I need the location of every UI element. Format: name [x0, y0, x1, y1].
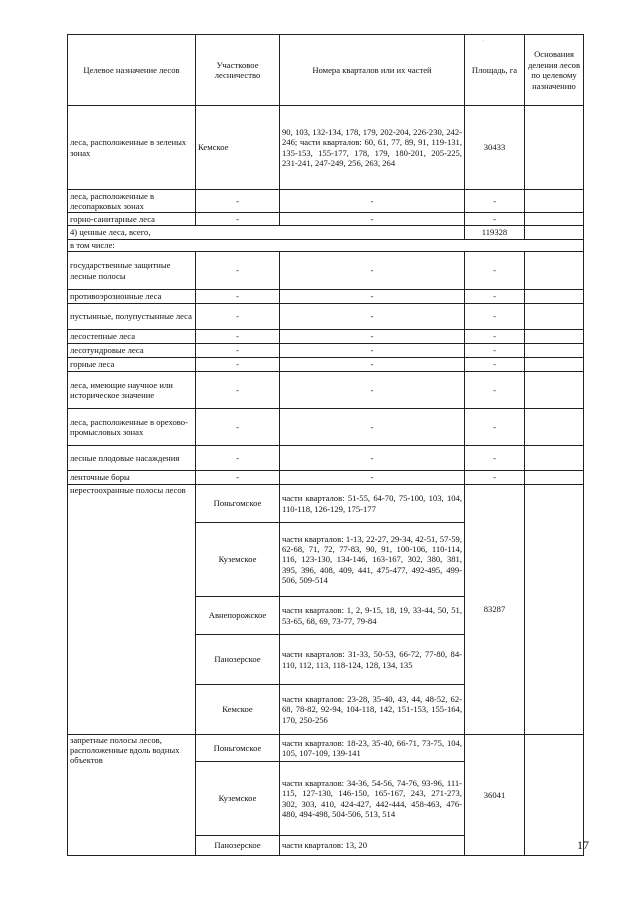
quarters-cell: части кварталов: 51-55, 64-70, 75-100, 103, 104, 110-118, 126-129, 175-177: [280, 485, 465, 523]
purpose-cell: запретные полосы лесов, расположенные вдоль водных объектов: [68, 735, 196, 856]
header-purpose: Целевое назначение лесов: [68, 35, 196, 106]
area-cell: 83287: [465, 485, 525, 735]
forestry-cell: -: [196, 190, 280, 213]
area-cell: -: [465, 471, 525, 485]
quarters-cell: 90, 103, 132-134, 178, 179, 202-204, 226-230, 242-246; части кварталов: 60, 61, 77, 89, 91, 119-131, 135-153, 155-177, 178, 179, 180-201, 205-225, 231-241, 247-249, 256, 263, 264: [280, 106, 465, 190]
area-cell: -: [465, 213, 525, 226]
area-cell: -: [465, 372, 525, 409]
quarters-cell: -: [280, 330, 465, 344]
area-cell: -: [465, 252, 525, 290]
table-row: [68, 372, 584, 409]
basis-cell: [525, 372, 584, 409]
forestry-cell: -: [196, 330, 280, 344]
purpose-cell: лесные плодовые насаждения: [68, 446, 196, 471]
basis-cell: [525, 735, 584, 856]
page-number: 17: [577, 838, 589, 852]
purpose-cell: государственные защитные лесные полосы: [68, 252, 196, 290]
area-cell: -: [465, 358, 525, 372]
basis-cell: [525, 106, 584, 190]
quarters-cell: части кварталов: 1-13, 22-27, 29-34, 42-51, 57-59, 62-68, 71, 72, 77-83, 90, 91, 100-106, 110-114, 116, 123-130, 134-146, 163-167, 302, 380, 381, 395, 396, 408, 409, 441, 475-477, 492-495, 499-506, 509-514: [280, 523, 465, 597]
quarters-cell: -: [280, 358, 465, 372]
forestry-cell: -: [196, 358, 280, 372]
forestry-cell: -: [196, 409, 280, 446]
forestry-cell: Кемское: [196, 106, 280, 190]
forestry-cell: -: [196, 344, 280, 358]
basis-cell: [525, 213, 584, 226]
forestry-cell: Куземское: [196, 762, 280, 836]
basis-cell: [525, 304, 584, 330]
quarters-cell: части кварталов: 23-28, 35-40, 43, 44, 48-52, 62-68, 78-82, 92-94, 104-118, 142, 151-153, 155-164, 170, 250-256: [280, 685, 465, 735]
area-cell: -: [465, 290, 525, 304]
forestry-cell: Поньгомское: [196, 735, 280, 762]
basis-cell: [525, 344, 584, 358]
basis-cell: [525, 485, 584, 735]
forestry-cell: Авнепорожское: [196, 597, 280, 635]
purpose-cell: горные леса: [68, 358, 196, 372]
forestry-cell: Куземское: [196, 523, 280, 597]
table-row: [68, 252, 584, 290]
forestry-cell: -: [196, 304, 280, 330]
forest-purpose-table: [67, 34, 584, 856]
quarters-cell: части кварталов: 31-33, 50-53, 66-72, 77-80, 84-110, 112, 113, 118-124, 128, 134, 135: [280, 635, 465, 685]
header-area: Площадь, га: [465, 35, 525, 106]
purpose-cell: 4) ценные леса, всего,: [68, 226, 465, 240]
quarters-cell: -: [280, 213, 465, 226]
including-cell: в том числе:: [68, 240, 584, 252]
table-row: [68, 485, 584, 523]
purpose-cell: ленточные боры: [68, 471, 196, 485]
forestry-cell: Панозерское: [196, 836, 280, 856]
forestry-cell: -: [196, 471, 280, 485]
basis-cell: [525, 252, 584, 290]
header-quarters: Номера кварталов или их частей: [280, 35, 465, 106]
basis-cell: [525, 290, 584, 304]
forestry-cell: -: [196, 213, 280, 226]
quarters-cell: -: [280, 446, 465, 471]
purpose-cell: леса, расположенные в зеленых зонах: [68, 106, 196, 190]
area-cell: -: [465, 409, 525, 446]
quarters-cell: -: [280, 344, 465, 358]
table-row: [68, 446, 584, 471]
quarters-cell: -: [280, 252, 465, 290]
basis-cell: [525, 358, 584, 372]
table-row: [68, 240, 584, 252]
forestry-cell: -: [196, 252, 280, 290]
quarters-cell: части кварталов: 34-36, 54-56, 74-76, 93-96, 111-115, 127-130, 146-150, 165-167, 243, 271-273, 302, 303, 410, 424-427, 442-444, 458-463, 476-480, 494-498, 504-506, 513, 514: [280, 762, 465, 836]
table-row: [68, 213, 584, 226]
scan-speck: ·: [482, 38, 484, 44]
table-row: [68, 190, 584, 213]
forestry-cell: Кемское: [196, 685, 280, 735]
purpose-cell: нерестоохранные полосы лесов: [68, 485, 196, 735]
table-row: [68, 106, 584, 190]
table-header-row: [68, 35, 584, 106]
area-cell: 30433: [465, 106, 525, 190]
header-basis: Основания деления лесов по целевому назначению: [525, 35, 584, 106]
area-cell: 36041: [465, 735, 525, 856]
table-row: [68, 304, 584, 330]
area-cell: 119328: [465, 226, 525, 240]
forestry-cell: -: [196, 290, 280, 304]
basis-cell: [525, 446, 584, 471]
quarters-cell: части кварталов: 18-23, 35-40, 66-71, 73-75, 104, 105, 107-109, 139-141: [280, 735, 465, 762]
basis-cell: [525, 471, 584, 485]
quarters-cell: -: [280, 409, 465, 446]
purpose-cell: лесотундровые леса: [68, 344, 196, 358]
forestry-cell: Поньгомское: [196, 485, 280, 523]
table-row: [68, 330, 584, 344]
area-cell: -: [465, 190, 525, 213]
purpose-cell: лесостепные леса: [68, 330, 196, 344]
table-row: [68, 409, 584, 446]
purpose-cell: леса, расположенные в орехово-промысловых зонах: [68, 409, 196, 446]
table-row: [68, 226, 584, 240]
quarters-cell: части кварталов: 13, 20: [280, 836, 465, 856]
area-cell: -: [465, 344, 525, 358]
table-row: [68, 358, 584, 372]
quarters-cell: -: [280, 304, 465, 330]
basis-cell: [525, 330, 584, 344]
quarters-cell: -: [280, 372, 465, 409]
area-cell: -: [465, 304, 525, 330]
quarters-cell: -: [280, 190, 465, 213]
table-row: [68, 471, 584, 485]
quarters-cell: -: [280, 290, 465, 304]
basis-cell: [525, 190, 584, 213]
area-cell: -: [465, 330, 525, 344]
table-row: [68, 344, 584, 358]
purpose-cell: леса, расположенные в лесопарковых зонах: [68, 190, 196, 213]
table-row: [68, 290, 584, 304]
basis-cell: [525, 226, 584, 240]
purpose-cell: противоэрозионные леса: [68, 290, 196, 304]
purpose-cell: леса, имеющие научное или историческое значение: [68, 372, 196, 409]
purpose-cell: пустынные, полупустынные леса: [68, 304, 196, 330]
forestry-cell: Панозерское: [196, 635, 280, 685]
forestry-cell: -: [196, 372, 280, 409]
purpose-cell: горно-санитарные леса: [68, 213, 196, 226]
area-cell: -: [465, 446, 525, 471]
basis-cell: [525, 409, 584, 446]
quarters-cell: части кварталов: 1, 2, 9-15, 18, 19, 33-44, 50, 51, 53-65, 68, 69, 73-77, 79-84: [280, 597, 465, 635]
header-forestry: Участковое лесничество: [196, 35, 280, 106]
table-row: [68, 735, 584, 762]
forestry-cell: -: [196, 446, 280, 471]
quarters-cell: -: [280, 471, 465, 485]
